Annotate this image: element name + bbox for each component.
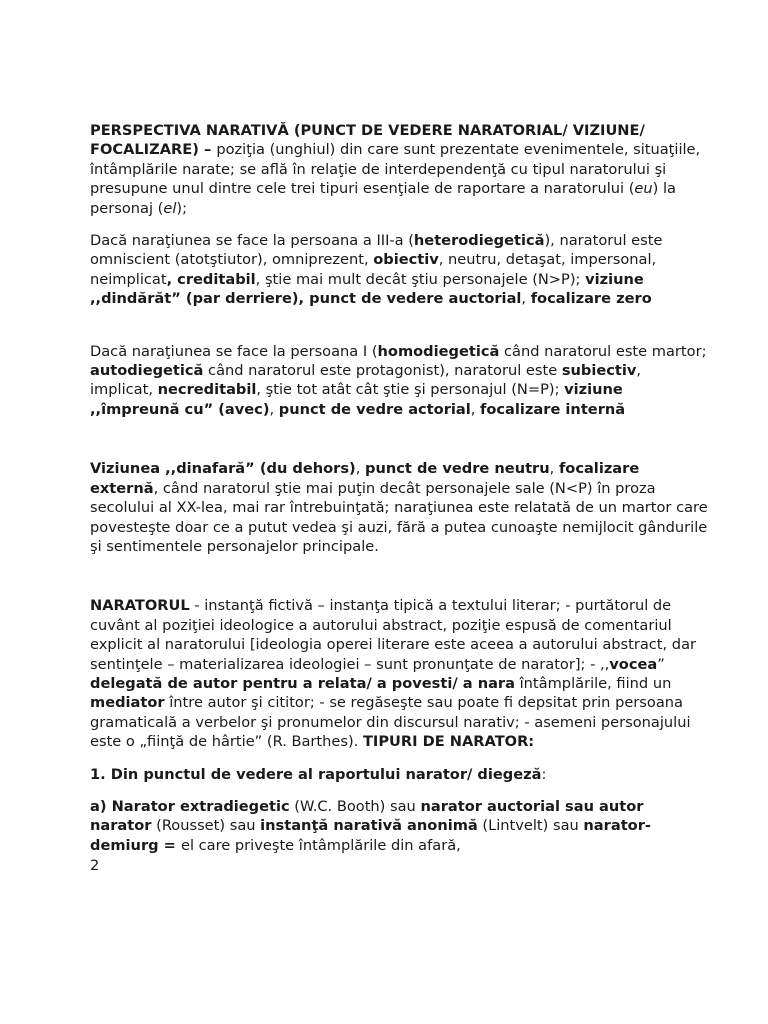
bold-text: homodiegetică: [377, 342, 500, 360]
body-text: (Lintvelt) sau: [477, 817, 584, 835]
bold-text: focalizare internă: [480, 400, 626, 418]
body-text: (Rousset) sau: [151, 817, 261, 835]
bold-text: focalizare externă: [90, 460, 640, 497]
body-text: :: [541, 765, 547, 783]
bold-text: vocea: [609, 655, 658, 673]
paragraph-heterodiegetica: [90, 231, 708, 309]
body-text: ,: [549, 460, 559, 478]
bold-text: Viziunea ,,dinafară” (du dehors): [90, 460, 356, 478]
body-text: , ştie tot atât cât ştie şi personajul (N=P);: [256, 381, 565, 399]
body-text: când naratorul este protagonist), naratorul este: [203, 362, 562, 380]
body-text: (W.C. Booth) sau: [289, 797, 421, 815]
bold-text: subiectiv: [561, 362, 637, 380]
bold-text: NARATORUL: [90, 597, 190, 615]
bold-text: punct de vedre actorial: [278, 400, 471, 418]
body-text: când naratorul este martor;: [499, 342, 707, 360]
bold-text: necreditabil: [157, 381, 257, 399]
paragraph-dinafara: [90, 459, 708, 556]
body-text: );: [176, 199, 188, 217]
body-text: ,: [355, 460, 366, 478]
bold-text: delegată de autor pentru a relata/ a povesti/ a nara: [90, 674, 515, 692]
bold-text: mediator: [90, 694, 165, 712]
bold-text: focalizare zero: [530, 290, 652, 308]
body-text: ,: [470, 400, 481, 418]
body-text: , ştie mai mult decât ştiu personajele (N>P);: [255, 270, 586, 288]
paragraph-naratorul: [90, 596, 708, 751]
bold-text: TIPURI DE NARATOR:: [362, 733, 535, 751]
body-text: ,: [269, 400, 279, 418]
body-text: el care priveşte întâmplările din afară,: [180, 836, 461, 854]
bold-text: heterodiegetică: [413, 232, 545, 250]
bold-text: narator auctorial sau autor narator: [90, 797, 644, 835]
italic-text: eu: [634, 180, 653, 198]
paragraph-perspectiva: [90, 121, 708, 218]
paragraph-punct-vedere: [90, 765, 708, 784]
bold-text: narator-demiurg =: [90, 817, 651, 854]
bold-text: obiectiv: [373, 251, 439, 269]
body-text: Dacă naraţiunea se face la persoana I (: [90, 342, 378, 360]
bold-text: , creditabil: [166, 270, 256, 288]
body-text: ”: [657, 655, 665, 673]
bold-text: viziune ,,dindărăt” (par derriere), punct de vedere auctorial: [90, 270, 644, 308]
body-text: între autor şi cititor; - se regăseşte sau poate fi depsitat prin persoana gramaticală a verbelor şi pronumelor din discursul narativ; - asemeni personajului este o „fiinţă de hârtie” (R. Barthes).: [90, 694, 691, 751]
body-text: Dacă naraţiunea se face la persoana a III-a (: [90, 232, 414, 250]
bold-text: viziune ,,împreună cu” (avec): [90, 381, 623, 418]
bold-text: autodiegetică: [90, 362, 204, 380]
paragraph-homodiegetica: [90, 342, 708, 420]
body-text: , neutru, detaşat, impersonal, neimplicat: [90, 251, 657, 288]
body-text: - instanţă fictivă – instanţa tipică a textului literar; - purtătorul de cuvânt al poziţiei ideologice a autorului abstract, poziţie espusă de comentariul explicit al naratorului [ideologia operei literare este aceea a autorului abstract, dar sentinţele – materializarea ideologiei – sunt pronunţate de narator]; - ,,: [90, 597, 697, 673]
bold-text: punct de vedre neutru: [365, 460, 550, 478]
bold-text: a) Narator extradiegetic: [90, 797, 290, 815]
body-text: poziţia (unghiul) din care sunt prezentate evenimentele, situaţiile, întâmplările narate; se află în relaţie de interdependenţă cu tipul naratorului şi presupune unul dintre cele trei tipuri esenţiale de raportare a naratorului (: [90, 141, 701, 198]
italic-text: el: [163, 199, 177, 217]
body-text: ,: [521, 290, 531, 308]
body-text: ), naratorul este omniscient (atotştiutor), omniprezent,: [90, 232, 663, 269]
bold-text: 1. Din punctul de vedere al raportului narator/ diegeză: [90, 765, 542, 783]
bold-text: PERSPECTIVA NARATIVĂ (PUNCT DE VEDERE NARATORIAL/ VIZIUNE/ FOCALIZARE) –: [90, 122, 645, 159]
body-text: , implicat,: [90, 362, 642, 399]
paragraph-extradiegetic: [90, 797, 708, 855]
body-text: ) la personaj (: [90, 180, 676, 217]
page-number: 2: [90, 857, 100, 874]
bold-text: instanţă narativă anonimă: [260, 817, 478, 835]
body-text: , când naratorul ştie mai puţin decât personajele sale (N<P) în proza secolului al XX-lea, mai rar întrebuinţată; naraţiunea este relatată de un martor care povesteşte doar ce a putut vedea şi auzi, fără a putea cunoaşte nemijlocit gândurile şi sentimentele personajelor principale.: [90, 479, 708, 555]
body-text: întâmplările, fiind un: [514, 674, 672, 692]
